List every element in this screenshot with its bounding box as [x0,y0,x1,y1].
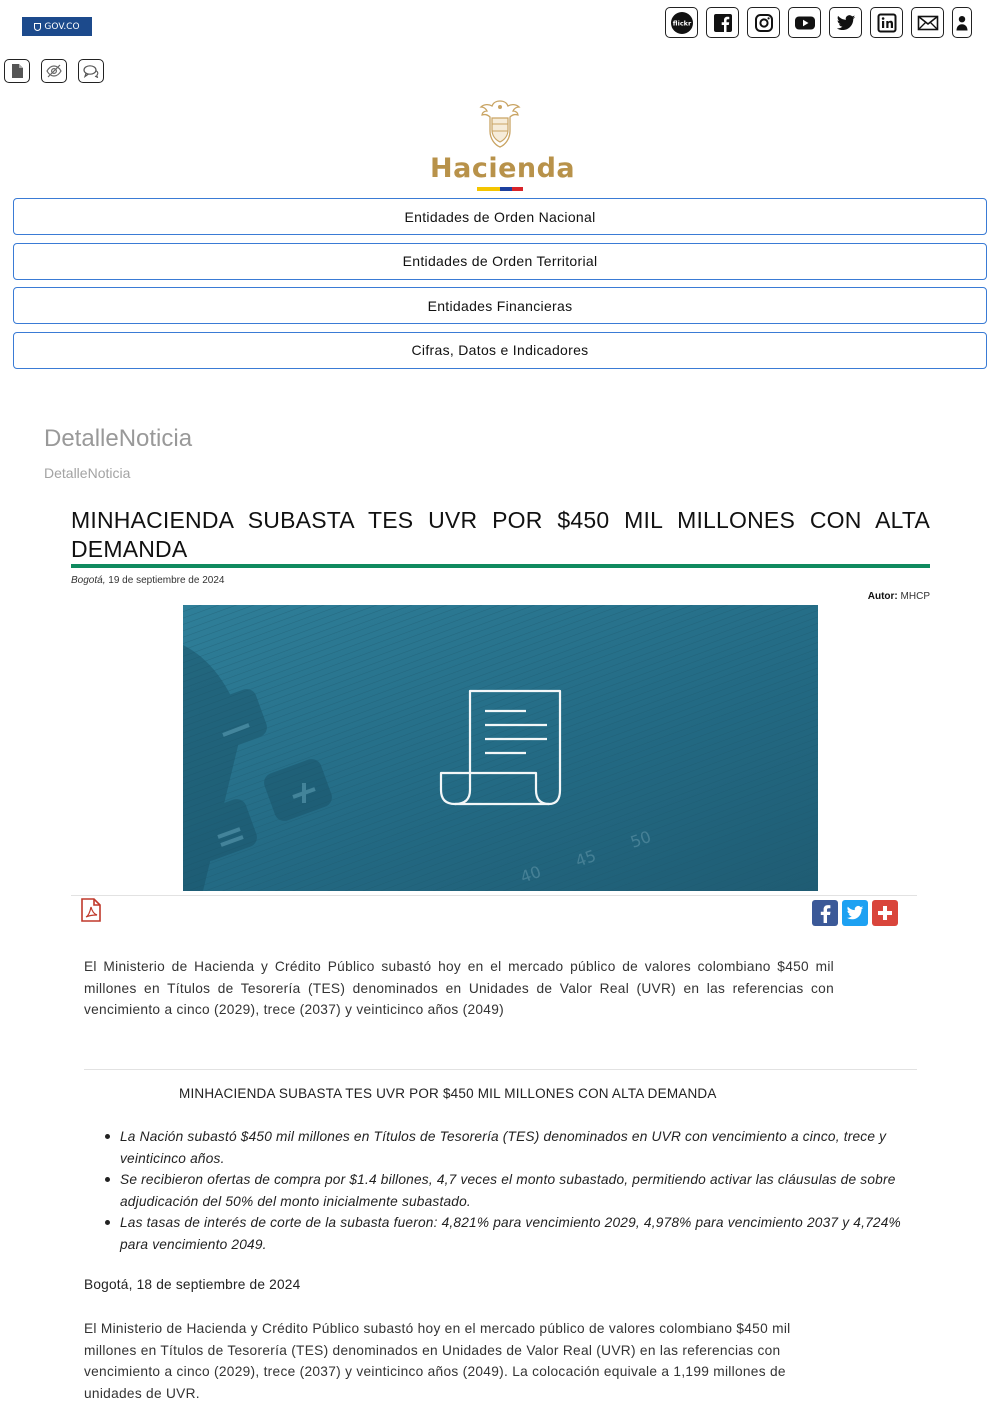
nav-item-entidades-financieras[interactable]: Entidades Financieras [13,287,987,324]
instagram-button[interactable] [747,7,780,38]
instagram-icon [754,13,774,33]
article-date: Bogotá, 19 de septiembre de 2024 [71,575,225,586]
share-twitter-button[interactable] [842,900,868,926]
govco-shield-icon [34,23,41,31]
page-title: DetalleNoticia [44,425,193,452]
document-button[interactable] [4,59,30,83]
comments-button[interactable] [78,59,104,83]
social-links [665,7,972,38]
list-item: La Nación subastó $450 mil millones en Títulos de Tesorería (TES) denominados en UVR con vencimiento a cinco, trece y veinticinco años. [120,1126,920,1169]
mail-button[interactable] [911,7,944,38]
facebook-button[interactable] [706,7,739,38]
flickr-button[interactable] [665,7,698,38]
svg-text:50: 50 [627,826,654,852]
pdf-download-button[interactable] [80,898,102,927]
facebook-icon [818,903,832,923]
govco-label: GOV.CO [44,21,80,32]
hacienda-logo[interactable] [430,98,576,196]
article-headline: MINHACIENDA SUBASTA TES UVR POR $450 MIL MILLONES CON ALTA DEMANDA [71,507,930,562]
flag-stripe [477,187,523,191]
twitter-icon [836,13,856,33]
twitter-icon [846,905,864,921]
pdf-icon [80,898,102,922]
share-buttons [812,900,898,926]
share-more-button[interactable] [872,900,898,926]
user-icon [956,15,968,31]
plus-icon [877,905,893,921]
user-button[interactable] [952,7,972,38]
share-facebook-button[interactable] [812,900,838,926]
main-navigation [13,198,987,376]
svg-text:40: 40 [517,861,544,887]
tools-divider [71,895,917,896]
svg-text:flickr: flickr [672,19,691,27]
nav-item-entidades-nacional[interactable]: Entidades de Orden Nacional [13,198,987,235]
list-item: Se recibieron ofertas de compra por $1.4 billones, 4,7 veces el monto subastado, permitiendo activar las cláusulas de sobre adjudicación del 50% del monto inicialmente subastado. [120,1169,920,1212]
linkedin-button[interactable] [870,7,903,38]
govco-badge[interactable] [22,17,92,36]
facebook-icon [713,13,733,33]
nav-item-cifras-datos[interactable]: Cifras, Datos e Indicadores [13,332,987,369]
article-image [183,605,818,891]
headline-divider [71,564,930,568]
breadcrumb[interactable]: DetalleNoticia [44,465,131,481]
twitter-button[interactable] [829,7,862,38]
list-item: Las tasas de interés de corte de la subasta fueron: 4,821% para vencimiento 2029, 4,978% para vencimiento 2037 y 4,724% para vencimiento 2049. [120,1212,920,1255]
article-subheadline: MINHACIENDA SUBASTA TES UVR POR $450 MIL MILLONES CON ALTA DEMANDA [179,1086,717,1101]
article-dateline: Bogotá, 18 de septiembre de 2024 [84,1277,301,1292]
low-vision-button[interactable] [41,59,67,83]
flickr-icon [670,11,694,35]
content-divider [84,1069,917,1070]
svg-text:45: 45 [572,845,599,871]
document-icon [11,63,24,79]
youtube-button[interactable] [788,7,821,38]
article-lead: El Ministerio de Hacienda y Crédito Público subastó hoy en el mercado público de valores colombiano $450 mil millones en Títulos de Tesorería (TES) denominados en Unidades de Valor Real (UVR) en las referencias con vencimiento a cinco (2029), trece (2037) y veinticinco años (2049) [84,959,834,1017]
article-author: Autor: MHCP [867,591,930,602]
mail-icon [917,14,939,32]
low-vision-icon [46,64,62,78]
nav-item-entidades-territorial[interactable]: Entidades de Orden Territorial [13,243,987,280]
coat-of-arms-icon [475,98,525,150]
comments-icon [83,64,99,78]
accessibility-bar [4,59,104,83]
youtube-icon [794,13,816,33]
linkedin-icon [877,13,897,33]
article-body: El Ministerio de Hacienda y Crédito Público subastó hoy en el mercado público de valores colombiano $450 mil millones en Títulos de Tesorería (TES) denominados en Unidades de Valor Real (UVR) en las referencias con vencimiento a cinco (2029), trece (2037) y veinticinco años (2049). La colocación equivale a 1,199 millones de unidades de UVR. [84,1321,791,1401]
logo-wordmark: Hacienda [430,153,576,184]
highlights-list [120,1126,920,1255]
